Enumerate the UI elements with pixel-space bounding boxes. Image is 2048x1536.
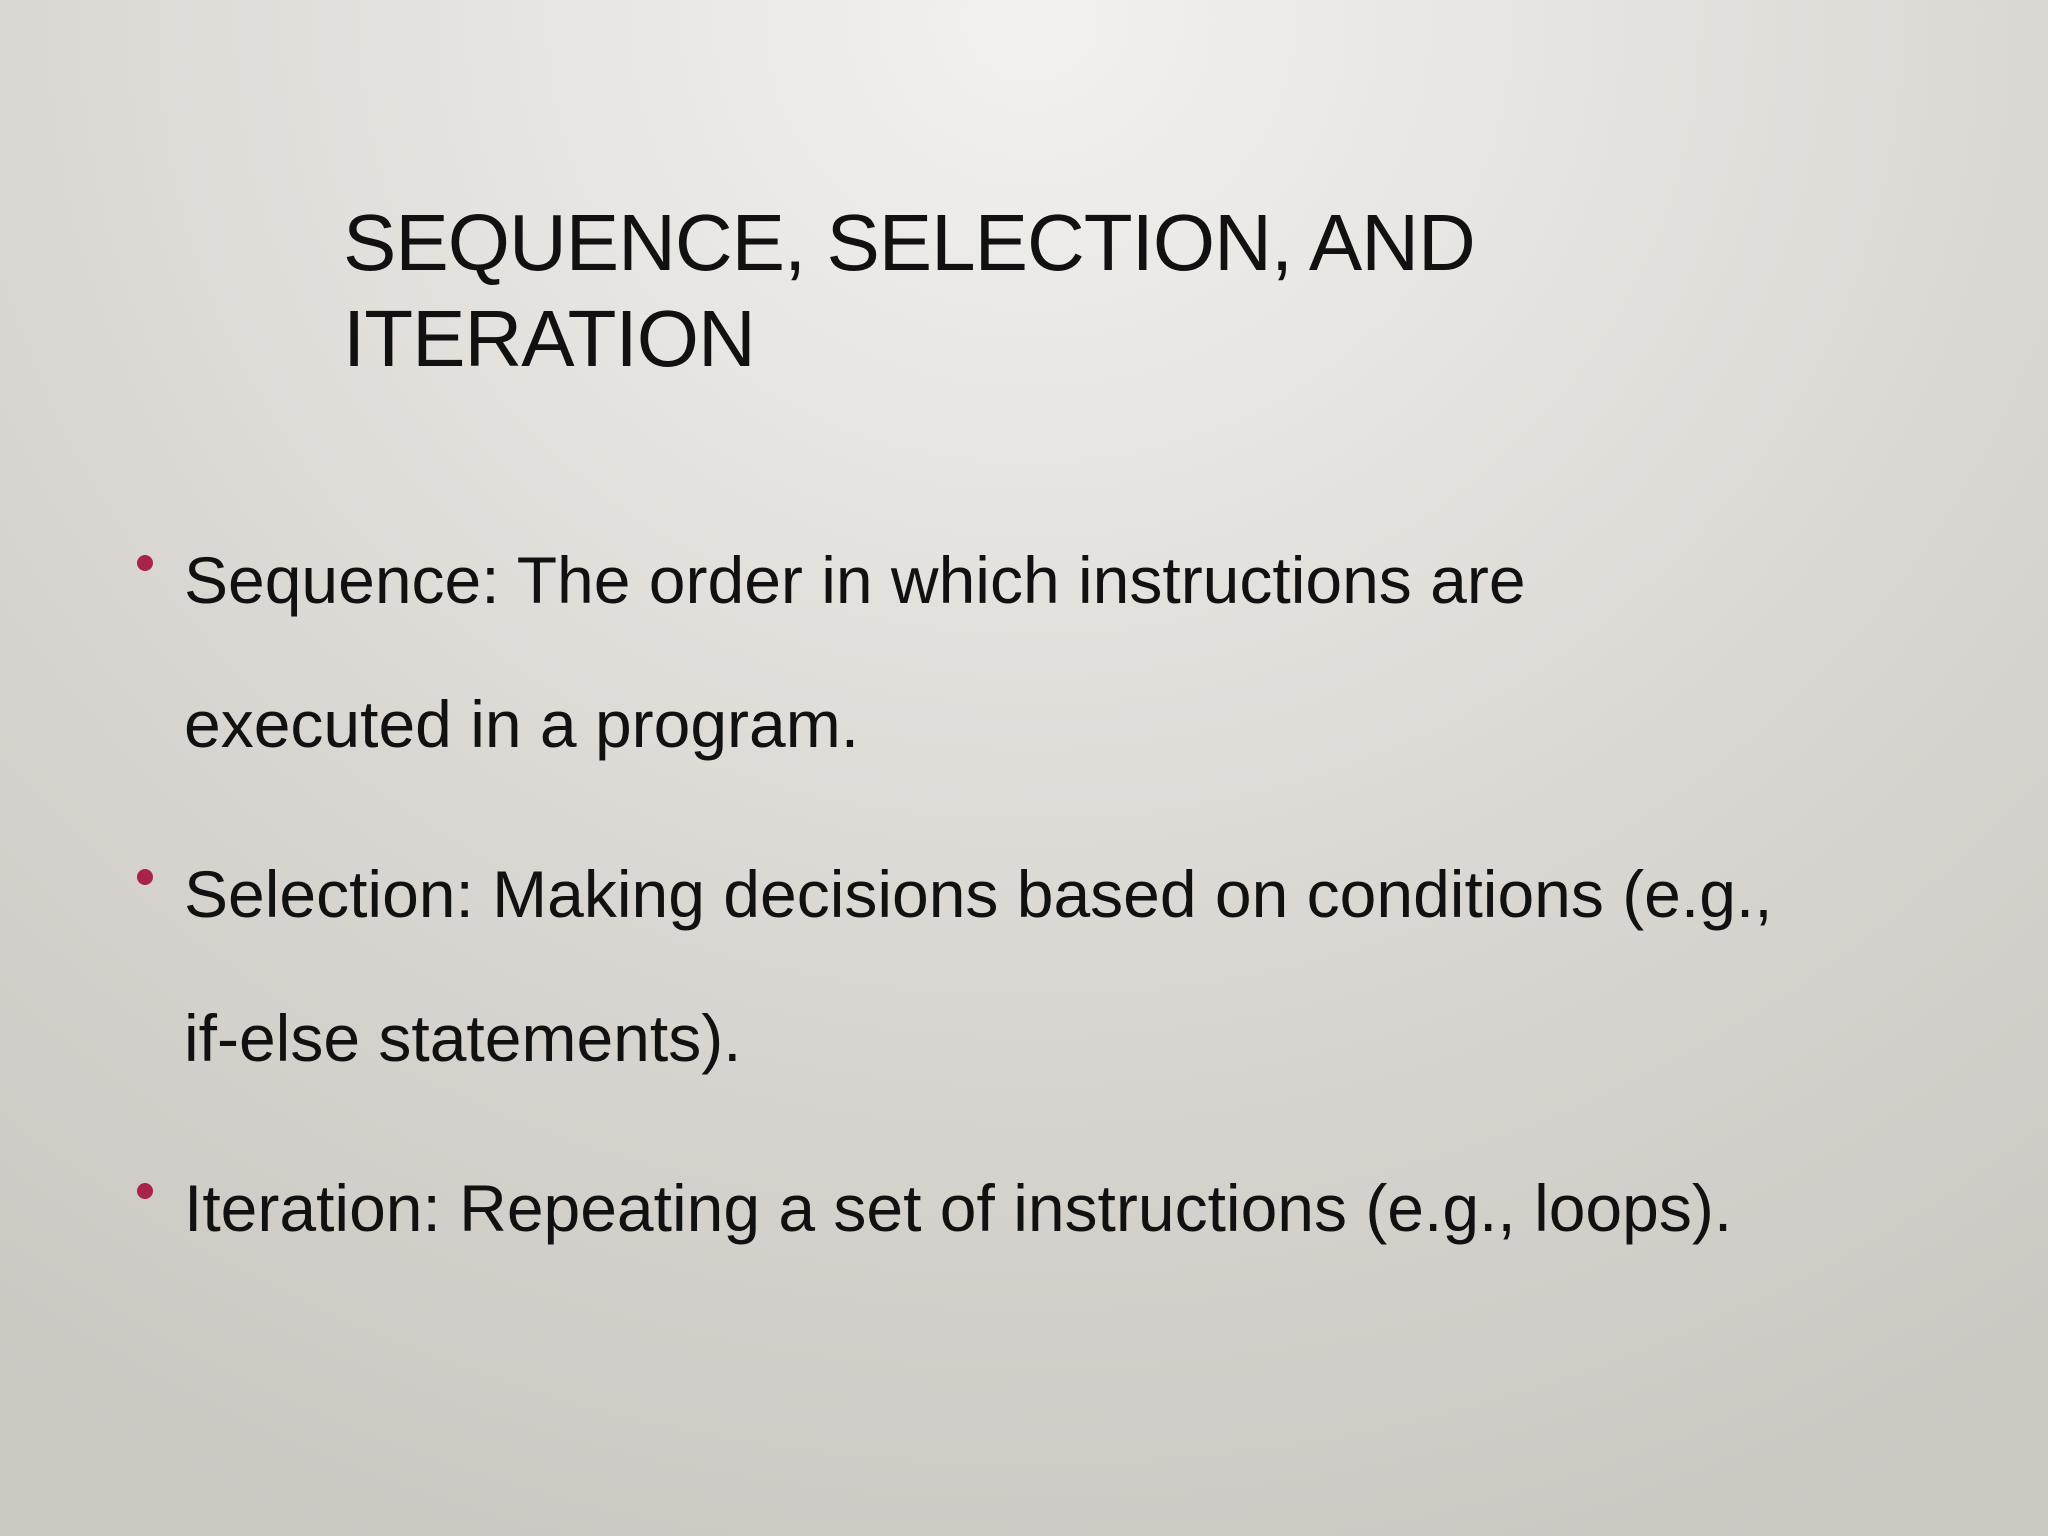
bullet-text-line: Sequence: The order in which instructions are <box>184 543 1526 617</box>
bullet-dot-icon <box>137 869 153 885</box>
slide-title <box>343 195 1743 387</box>
bullet-list <box>132 508 1992 1306</box>
bullet-text-line: executed in a program. <box>184 687 860 761</box>
bullet-item-selection <box>132 822 1992 1110</box>
bullet-dot-icon <box>137 555 153 571</box>
slide-title-line: ITERATION <box>343 294 755 383</box>
bullet-item-iteration <box>132 1136 1992 1280</box>
bullet-dot-icon <box>137 1183 153 1199</box>
slide-title-line: SEQUENCE, SELECTION, AND <box>343 198 1475 287</box>
bullet-item-sequence <box>132 508 1992 796</box>
bullet-text-line: if-else statements). <box>184 1001 742 1075</box>
bullet-text-line: Selection: Making decisions based on conditions (e.g., <box>184 857 1773 931</box>
bullet-text-line: Iteration: Repeating a set of instructions (e.g., loops). <box>184 1171 1733 1245</box>
